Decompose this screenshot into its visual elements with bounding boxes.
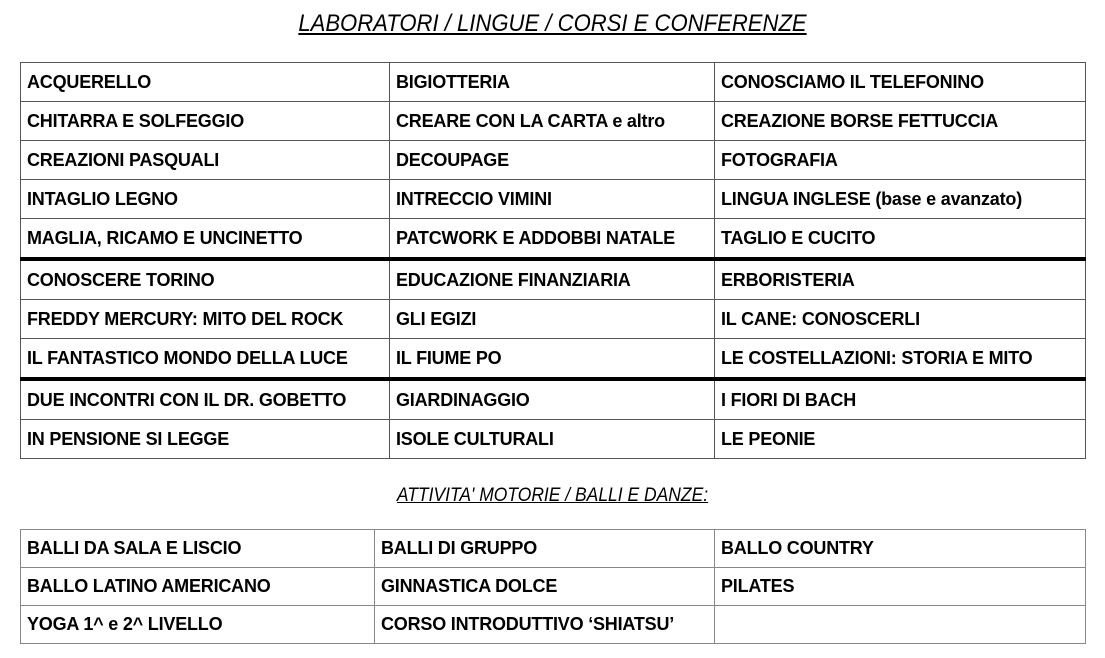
table-cell: IL FIUME PO [390, 339, 715, 380]
table-cell: PATCWORK E ADDOBBI NATALE [390, 219, 715, 260]
courses-table [20, 62, 1086, 459]
table-row [21, 259, 1086, 300]
table-row [21, 339, 1086, 380]
table-cell: CONOSCIAMO IL TELEFONINO [715, 63, 1086, 102]
table-cell: INTRECCIO VIMINI [390, 180, 715, 219]
table-row [21, 300, 1086, 339]
section-title-attivita-motorie: ATTIVITA' MOTORIE / BALLI E DANZE: [396, 485, 709, 506]
table-cell: CHITARRA E SOLFEGGIO [21, 102, 390, 141]
table-cell: EDUCAZIONE FINANZIARIA [390, 259, 715, 300]
table-cell: INTAGLIO LEGNO [21, 180, 390, 219]
table-cell: CREARE CON LA CARTA e altro [390, 102, 715, 141]
table-cell: LE PEONIE [715, 420, 1086, 459]
table-cell: CREAZIONE BORSE FETTUCCIA [715, 102, 1086, 141]
table-cell: IL CANE: CONOSCERLI [715, 300, 1086, 339]
table-cell: GINNASTICA DOLCE [375, 568, 715, 606]
table-row [21, 606, 1086, 644]
table-row [21, 219, 1086, 260]
table-cell: BALLO COUNTRY [715, 530, 1086, 568]
table-row [21, 180, 1086, 219]
table-cell: BALLO LATINO AMERICANO [21, 568, 375, 606]
table-cell: BIGIOTTERIA [390, 63, 715, 102]
table-row [21, 530, 1086, 568]
table-cell: MAGLIA, RICAMO E UNCINETTO [21, 219, 390, 260]
table-cell [715, 606, 1086, 644]
table-cell: IN PENSIONE SI LEGGE [21, 420, 390, 459]
table-cell: LE COSTELLAZIONI: STORIA E MITO [715, 339, 1086, 380]
table-cell: DECOUPAGE [390, 141, 715, 180]
table-cell: CONOSCERE TORINO [21, 259, 390, 300]
table-cell: TAGLIO E CUCITO [715, 219, 1086, 260]
table-cell: I FIORI DI BACH [715, 379, 1086, 420]
table-cell: ERBORISTERIA [715, 259, 1086, 300]
table-cell: GLI EGIZI [390, 300, 715, 339]
table-cell: CREAZIONI PASQUALI [21, 141, 390, 180]
activities-table [20, 529, 1086, 644]
table-cell: YOGA 1^ e 2^ LIVELLO [21, 606, 375, 644]
table-row [21, 63, 1086, 102]
table-cell: PILATES [715, 568, 1086, 606]
table-row [21, 568, 1086, 606]
table-cell: FOTOGRAFIA [715, 141, 1086, 180]
table-row [21, 141, 1086, 180]
table-cell: CORSO INTRODUTTIVO ‘SHIATSU’ [375, 606, 715, 644]
table-row [21, 379, 1086, 420]
table-cell: IL FANTASTICO MONDO DELLA LUCE [21, 339, 390, 380]
table-row [21, 102, 1086, 141]
table-cell: FREDDY MERCURY: MITO DEL ROCK [21, 300, 390, 339]
table-cell: BALLI DI GRUPPO [375, 530, 715, 568]
table-cell: GIARDINAGGIO [390, 379, 715, 420]
table-cell: LINGUA INGLESE (base e avanzato) [715, 180, 1086, 219]
table-cell: DUE INCONTRI CON IL DR. GOBETTO [21, 379, 390, 420]
table-cell: BALLI DA SALA E LISCIO [21, 530, 375, 568]
table-row [21, 420, 1086, 459]
table-cell: ISOLE CULTURALI [390, 420, 715, 459]
section-title-laboratori: LABORATORI / LINGUE / CORSI E CONFERENZE [298, 10, 807, 37]
table-cell: ACQUERELLO [21, 63, 390, 102]
